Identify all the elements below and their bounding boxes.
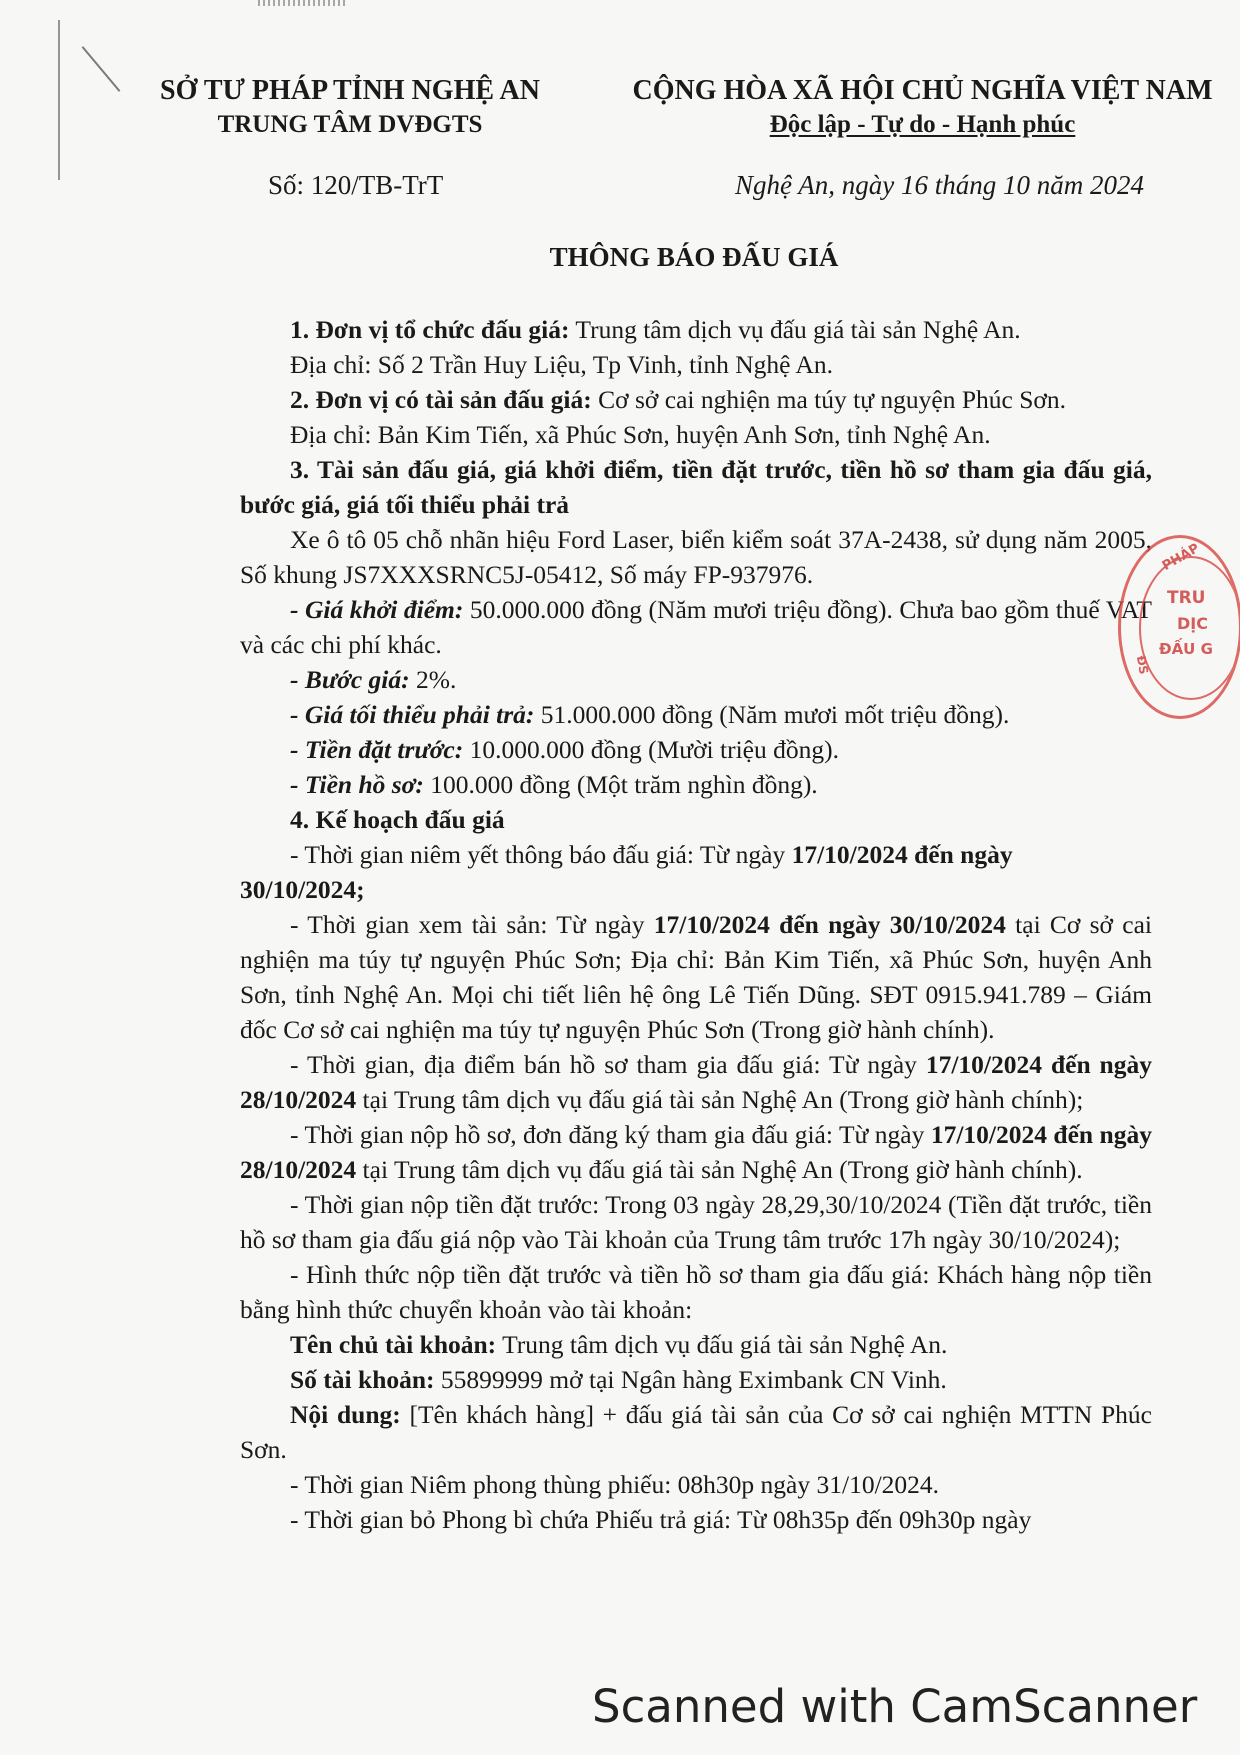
minimum-price-value: 51.000.000 đồng (Năm mươi mốt triệu đồng). xyxy=(534,700,1010,729)
section-2-value: Cơ sở cai nghiện ma túy tự nguyện Phúc Sơn. xyxy=(591,385,1067,414)
scan-top-marks xyxy=(258,0,348,6)
stamp-text-top: PHÁP xyxy=(1159,541,1203,574)
deposit xyxy=(240,732,1152,767)
schedule-submission-dates: 17/10/2024 đến ngày 28/10/2024 xyxy=(240,1120,1152,1184)
bid-step-value: 2%. xyxy=(409,665,457,694)
scan-margin-line xyxy=(58,20,60,180)
stamp-text-side: ĐS xyxy=(1133,654,1151,676)
national-name: CỘNG HÒA XÃ HỘI CHỦ NGHĨA VIỆT NAM xyxy=(632,75,1213,106)
schedule-seal-box: - Thời gian Niêm phong thùng phiếu: 08h30p ngày 31/10/2024. xyxy=(290,1470,940,1499)
schedule-viewing-text: - Thời gian xem tài sản: Từ ngày xyxy=(290,910,654,939)
account-name-value: Trung tâm dịch vụ đấu giá tài sản Nghệ An. xyxy=(496,1330,948,1359)
section-2 xyxy=(240,382,1152,417)
transfer-content-value: [Tên khách hàng] + đấu giá tài sản của Cơ sở cai nghiện MTTN Phúc Sơn. xyxy=(240,1400,1152,1464)
section-1-label: 1. Đơn vị tổ chức đấu giá: xyxy=(290,315,570,344)
issuer-department: SỞ TƯ PHÁP TỈNH NGHỆ AN xyxy=(160,75,540,106)
account-name-label: Tên chủ tài khoản: xyxy=(290,1330,497,1359)
schedule-viewing xyxy=(240,907,1152,1047)
schedule-submission-text: - Thời gian nộp hồ sơ, đơn đăng ký tham gia đấu giá: Từ ngày xyxy=(290,1120,931,1149)
start-price-label: - Giá khởi điểm: xyxy=(290,595,464,624)
section-1 xyxy=(240,312,1152,347)
schedule-posting-end: 30/10/2024; xyxy=(240,875,365,904)
schedule-viewing-dates: 17/10/2024 đến ngày 30/10/2024 xyxy=(653,910,1006,939)
red-seal-stamp xyxy=(1118,535,1240,719)
schedule-sale-text: - Thời gian, địa điểm bán hồ sơ tham gia đấu giá: Từ ngày xyxy=(290,1050,926,1079)
camscanner-watermark: Scanned with CamScanner xyxy=(592,1680,1198,1733)
start-price xyxy=(240,592,1152,662)
section-1-value: Trung tâm dịch vụ đấu giá tài sản Nghệ An. xyxy=(569,315,1021,344)
minimum-price-label: - Giá tối thiểu phải trả: xyxy=(290,700,535,729)
account-name xyxy=(240,1327,1152,1362)
deposit-value: 10.000.000 đồng (Mười triệu đồng). xyxy=(463,735,839,764)
account-number xyxy=(240,1362,1152,1397)
bid-step xyxy=(240,662,1152,697)
asset-description: Xe ô tô 05 chỗ nhãn hiệu Ford Laser, biển kiểm soát 37A-2438, sử dụng năm 2005, Số khung JS7XXXSRNC5J-05412, Số máy FP-937976. xyxy=(240,525,1152,589)
schedule-envelope: - Thời gian bỏ Phong bì chứa Phiếu trả giá: Từ 08h35p đến 09h30p ngày xyxy=(290,1505,1032,1534)
dossier-fee-label: - Tiền hồ sơ: xyxy=(290,770,424,799)
transfer-content-label: Nội dung: xyxy=(290,1400,401,1429)
section-2-address: Địa chỉ: Bản Kim Tiến, xã Phúc Sơn, huyện Anh Sơn, tỉnh Nghệ An. xyxy=(290,420,991,449)
national-header xyxy=(615,74,1230,142)
minimum-price xyxy=(240,697,1152,732)
dossier-fee xyxy=(240,767,1152,802)
issuer-header xyxy=(140,74,560,142)
start-price-value: 50.000.000 đồng (Năm mươi triệu đồng). Chưa bao gồm thuế VAT và các chi phí khác. xyxy=(240,595,1153,659)
document-date: Nghệ An, ngày 16 tháng 10 năm 2024 xyxy=(735,170,1144,200)
scan-scratch-mark xyxy=(82,46,121,92)
section-4-heading: 4. Kế hoạch đấu giá xyxy=(290,805,505,834)
bid-step-label: - Bước giá: xyxy=(290,665,410,694)
schedule-deposit: - Thời gian nộp tiền đặt trước: Trong 03 ngày 28,29,30/10/2024 (Tiền đặt trước, tiền hồ sơ tham gia đấu giá nộp vào Tài khoản của Trung tâm trước 17h ngày 30/10/2024); xyxy=(240,1190,1152,1254)
account-number-label: Số tài khoản: xyxy=(290,1365,435,1394)
stamp-text-3: ĐẤU G xyxy=(1159,640,1213,658)
document-number: Số: 120/TB-TrT xyxy=(268,170,444,200)
schedule-submission-details: tại Trung tâm dịch vụ đấu giá tài sản Nghệ An (Trong giờ hành chính). xyxy=(356,1155,1083,1184)
deposit-label: - Tiền đặt trước: xyxy=(290,735,464,764)
national-motto: Độc lập - Tự do - Hạnh phúc xyxy=(769,111,1076,138)
account-number-value: 55899999 mở tại Ngân hàng Eximbank CN Vinh. xyxy=(434,1365,947,1394)
issuer-center: TRUNG TÂM DVĐGTS xyxy=(217,111,483,138)
transfer-content xyxy=(240,1397,1152,1467)
schedule-posting-text: - Thời gian niêm yết thông báo đấu giá: Từ ngày xyxy=(290,840,792,869)
payment-method: - Hình thức nộp tiền đặt trước và tiền hồ sơ tham gia đấu giá: Khách hàng nộp tiền bằng hình thức chuyển khoản vào tài khoản: xyxy=(240,1260,1152,1324)
schedule-posting-dates: 17/10/2024 đến ngày xyxy=(791,840,1013,869)
schedule-sale-details: tại Trung tâm dịch vụ đấu giá tài sản Nghệ An (Trong giờ hành chính); xyxy=(356,1085,1084,1114)
schedule-dossier-sale xyxy=(240,1047,1152,1117)
document-title: THÔNG BÁO ĐẤU GIÁ xyxy=(549,242,839,272)
schedule-sale-dates: 17/10/2024 đến ngày 28/10/2024 xyxy=(240,1050,1152,1114)
schedule-viewing-details: tại Cơ sở cai nghiện ma túy tự nguyện Phúc Sơn; Địa chỉ: Bản Kim Tiến, xã Phúc Sơn, huyện Anh Sơn, tỉnh Nghệ An. Mọi chi tiết liên hệ ông Lê Tiến Dũng. SĐT 0915.941.789 – Giám đốc Cơ sở cai nghiện ma túy tự nguyện Phúc Sơn (Trong giờ hành chính). xyxy=(240,910,1152,1044)
dossier-fee-value: 100.000 đồng (Một trăm nghìn đồng). xyxy=(423,770,818,799)
section-2-label: 2. Đơn vị có tài sản đấu giá: xyxy=(290,385,592,414)
document-body xyxy=(240,312,1152,1537)
schedule-posting xyxy=(240,837,1152,907)
section-1-address: Địa chỉ: Số 2 Trần Huy Liệu, Tp Vinh, tỉnh Nghệ An. xyxy=(290,350,833,379)
section-3-heading: 3. Tài sản đấu giá, giá khởi điểm, tiền đặt trước, tiền hồ sơ tham gia đấu giá, bước giá, giá tối thiểu phải trả xyxy=(240,455,1152,519)
stamp-text-2: DỊC xyxy=(1177,614,1208,633)
stamp-text-1: TRU xyxy=(1167,588,1206,608)
schedule-submission xyxy=(240,1117,1152,1187)
